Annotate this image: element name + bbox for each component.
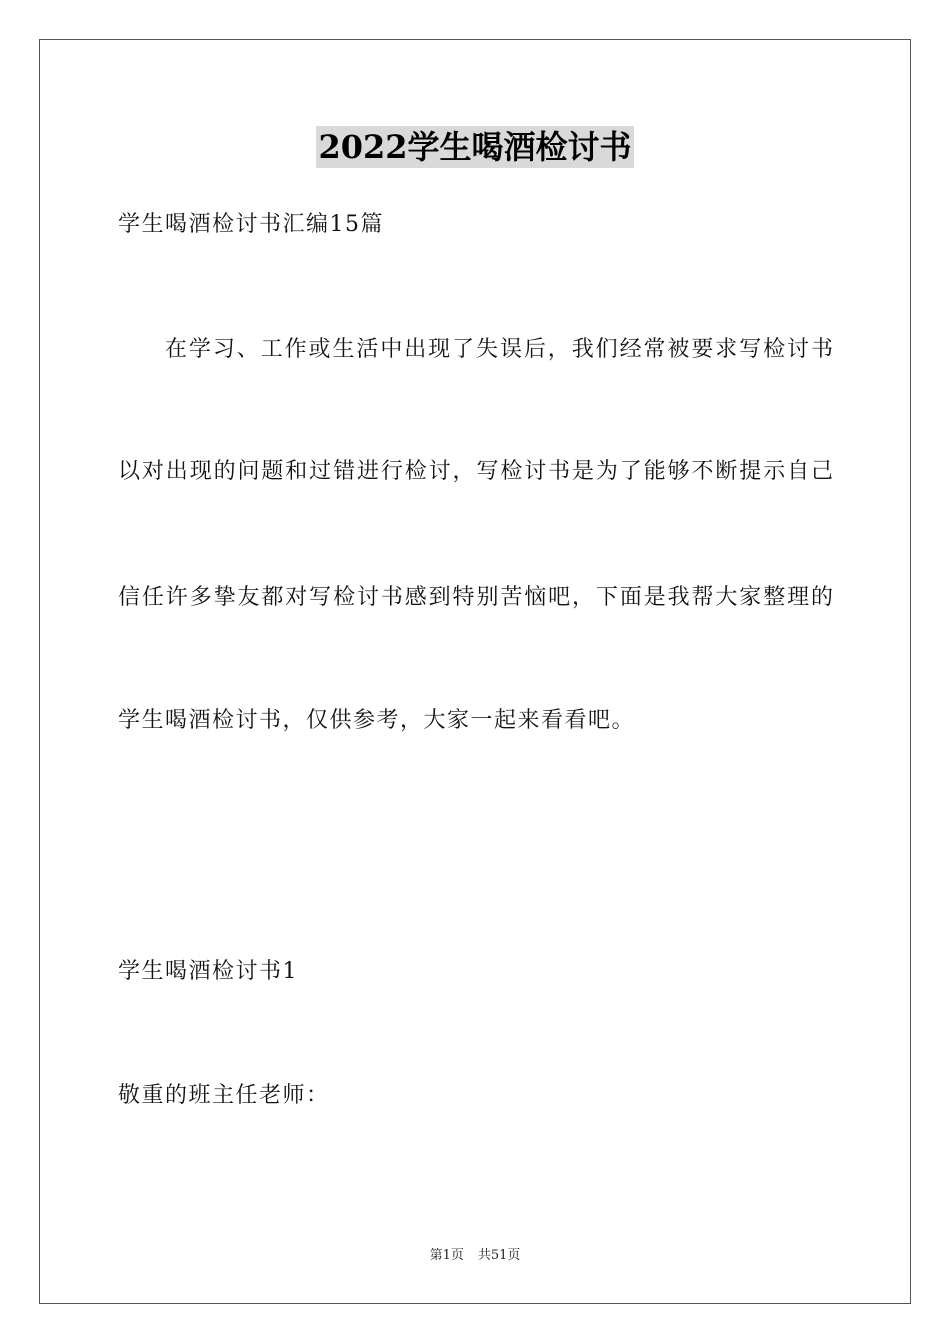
salutation: 敬重的班主任老师： — [118, 1083, 330, 1108]
page-footer — [0, 1247, 950, 1265]
intro-line-2: 以对出现的问题和过错进行检讨，写检讨书是为了能够不断提示自己 — [118, 459, 833, 484]
intro-line-1: 在学习、工作或生活中出现了失误后，我们经常被要求写检讨书 — [165, 337, 833, 362]
page-number: 第1页 — [429, 1248, 464, 1263]
document-subtitle: 学生喝酒检讨书汇编15篇 — [118, 212, 384, 237]
intro-line-3: 信任许多挚友都对写检讨书感到特别苦恼吧，下面是我帮大家整理的 — [118, 585, 833, 610]
document-title: 2022学生喝酒检讨书 — [318, 128, 632, 166]
title-container — [0, 126, 950, 168]
section-heading: 学生喝酒检讨书1 — [118, 959, 298, 984]
intro-line-4: 学生喝酒检讨书，仅供参考，大家一起来看看吧。 — [118, 708, 636, 733]
page-total: 共51页 — [477, 1248, 521, 1263]
